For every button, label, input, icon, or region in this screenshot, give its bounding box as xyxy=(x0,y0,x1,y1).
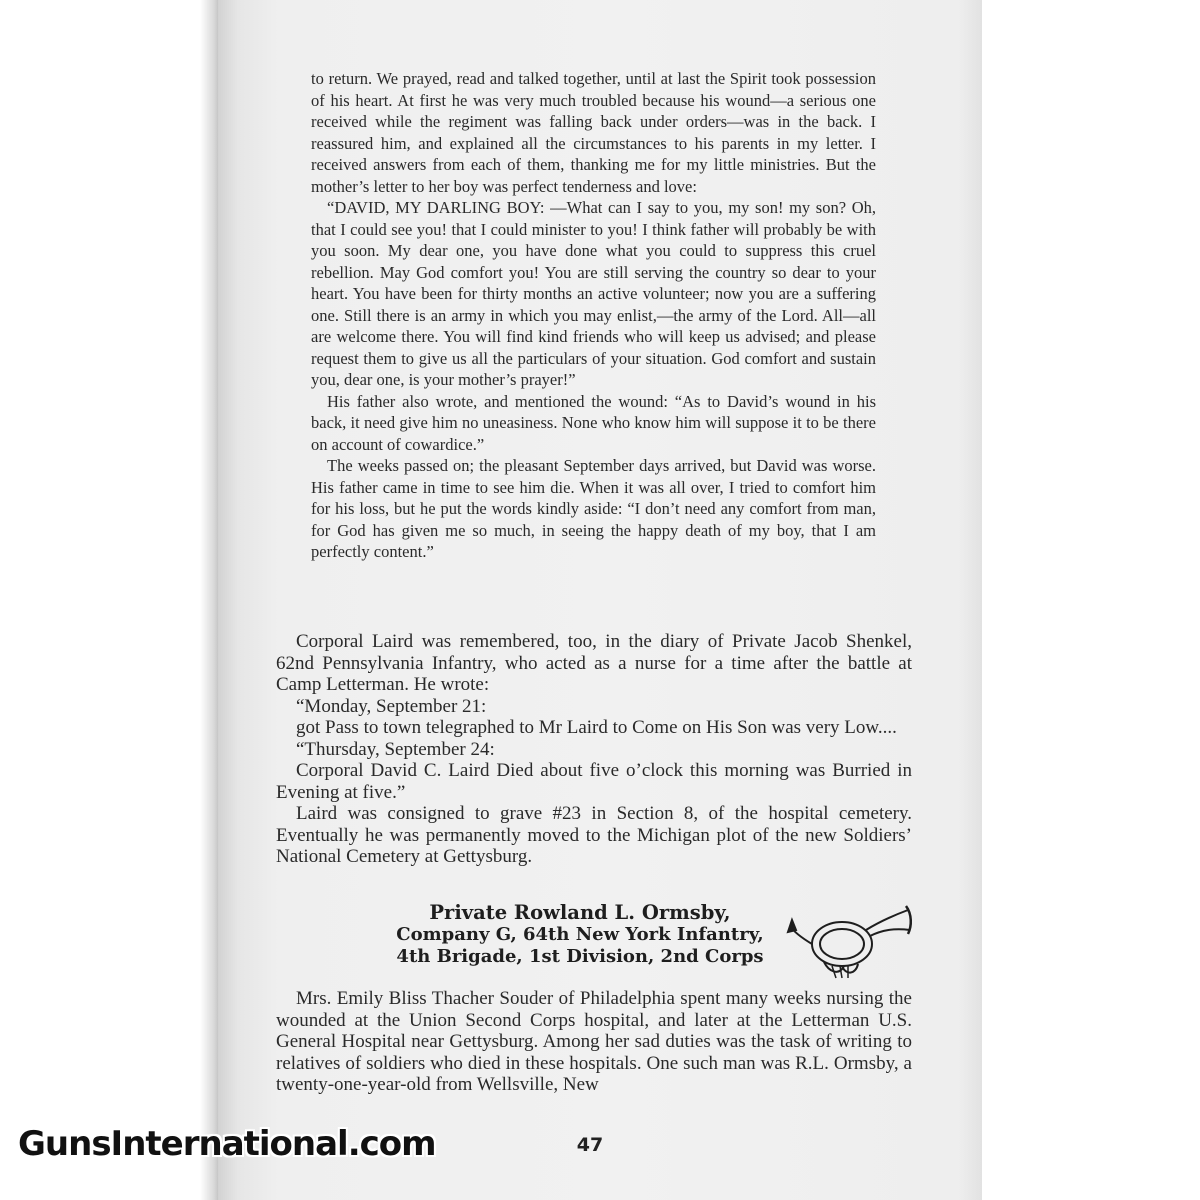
heading-line-brigade: 4th Brigade, 1st Division, 2nd Corps xyxy=(396,946,764,967)
page-margin-right xyxy=(982,0,1200,1200)
quote-section xyxy=(311,68,876,563)
watermark-logo: GunsInternational.com xyxy=(18,1124,436,1164)
page-number: 47 xyxy=(576,1134,604,1156)
section-heading xyxy=(380,902,780,968)
quote-paragraph: The weeks passed on; the pleasant September days arrived, but David was worse. His father came in time to see him die. When it was all over, I tried to comfort him for his loss, but he put the words kindly aside: “I don’t need any comfort from man, for God has given me so much, in seeing the happy death of my boy, that I am perfectly content.” xyxy=(311,456,876,561)
quote-paragraph: to return. We prayed, read and talked together, until at last the Spirit took possession of his heart. At first he was very much troubled because his wound—a serious one received while the regiment was falling back under orders—was in the back. I reassured him, and explained all the circumstances to his parents in my letter. I received answers from each of them, thanking me for my little ministries. But the mother’s letter to her boy was perfect tenderness and love: xyxy=(311,69,876,196)
scan-binding-shadow xyxy=(0,0,250,1200)
diary-entry-date: “Thursday, September 24: xyxy=(296,738,495,760)
diary-entry-date: “Monday, September 21: xyxy=(296,695,487,717)
body-section xyxy=(276,631,912,868)
quote-paragraph: “DAVID, MY DARLING BOY: —What can I say to you, my son! my son? Oh, that I could see you! that I could minister to you! I think father will probably be with you soon. My dear one, you have done what you could to suppress this cruel rebellion. May God comfort you! You are still serving the country so dear to your heart. You have been for thirty months an active volunteer; now you are a suffering one. Still there is an army in which you may enlist,—the army of the Lord. All—all are welcome there. You will find kind friends who will keep us advised; and please request them to give us all the particulars of your situation. God comfort and sustain you, dear one, is your mother’s prayer!” xyxy=(311,198,876,389)
closing-section xyxy=(276,988,912,1096)
heading-line-company: Company G, 64th New York Infantry, xyxy=(396,924,764,945)
heading-line-name: Private Rowland L. Ormsby, xyxy=(429,901,731,924)
body-paragraph: Laird was consigned to grave #23 in Section 8, of the hospital cemetery. Eventually he was permanently moved to the Michigan plot of the new Soldiers’ National Cemetery at Gettysburg. xyxy=(276,803,912,867)
quote-paragraph: His father also wrote, and mentioned the wound: “As to David’s wound in his back, it need give him no uneasiness. None who know him will suppose it to be there on account of cowardice.” xyxy=(311,391,876,454)
diary-entry: Corporal David C. Laird Died about five o’clock this morning was Burried in Evening at five.” xyxy=(276,760,912,803)
diary-entry: got Pass to town telegraphed to Mr Laird to Come on His Son was very Low.... xyxy=(296,717,897,738)
body-paragraph: Mrs. Emily Bliss Thacher Souder of Philadelphia spent many weeks nursing the wounded at the Union Second Corps hospital, and later at the Letterman U.S. General Hospital near Gettysburg. Among her sad duties was the task of writing to relatives of soldiers who died in these hospitals. One such man was R.L. Ormsby, a twenty-one-year-old from Wellsville, New xyxy=(276,988,912,1095)
body-paragraph: Corporal Laird was remembered, too, in the diary of Private Jacob Shenkel, 62nd Pennsylvania Infantry, who acted as a nurse for a time after the battle at Camp Letterman. He wrote: xyxy=(276,631,912,695)
bugle-horn-icon xyxy=(784,900,914,980)
